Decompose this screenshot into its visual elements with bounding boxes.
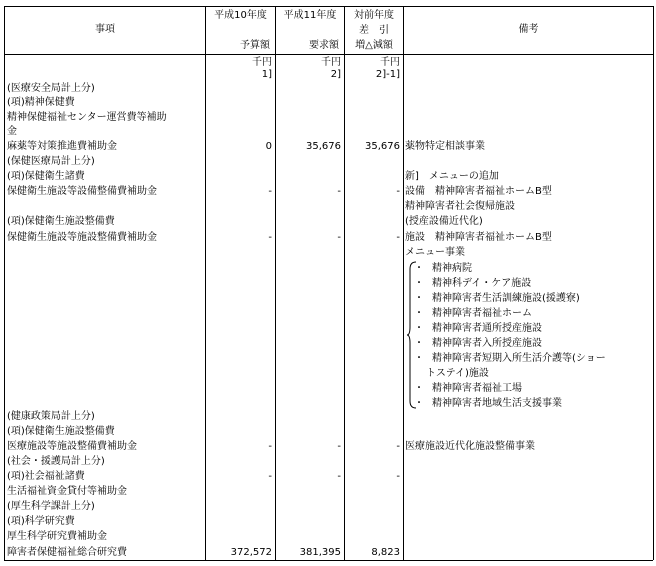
- remark-setsubi-2: 精神障害者社会復帰施設: [405, 201, 515, 212]
- menu-bullet-3: ・: [414, 308, 424, 319]
- unit-c3-yen: 千円: [380, 57, 400, 68]
- menu-item-tsusho-jusan: 精神障害者通所授産施設: [432, 323, 542, 334]
- value-setsubi-fy11: -: [337, 186, 341, 197]
- menu-bullet-7: ・: [414, 383, 424, 394]
- value-seikatsu-fy10: -: [268, 471, 272, 482]
- value-setsubi-diff: -: [396, 186, 400, 197]
- value-shogai-fy11: 381,395: [299, 547, 341, 558]
- header-fy11-year: 平成11年度: [283, 10, 337, 21]
- item-mayaku: 麻薬等対策推進費補助金: [7, 141, 117, 152]
- value-shisetsu-fy10: -: [268, 232, 272, 243]
- remark-mayaku: 薬物特定相談事業: [405, 141, 485, 152]
- item-shisetsu-hojo: 保健衛生施設等施設整備費補助金: [7, 232, 157, 243]
- unit-c1-yen: 千円: [252, 57, 272, 68]
- item-kosei-kagaku: (厚生科学課計上分): [7, 501, 95, 512]
- menu-item-short-stay: 精神障害者短期入所生活介護等(ショー: [432, 353, 606, 364]
- value-seikatsu-fy11: -: [337, 471, 341, 482]
- value-mayaku-diff: 35,676: [365, 141, 400, 152]
- value-shisetsu-fy11: -: [337, 232, 341, 243]
- value-seikatsu-diff: -: [396, 471, 400, 482]
- menu-bullet-6: ・: [414, 353, 424, 364]
- unit-c3-ref: 2]-1]: [375, 69, 400, 80]
- item-shisetsu-seibi: (項)保健衛生施設整備費: [7, 216, 115, 227]
- item-shogai-kenkyu: 障害者保健福祉総合研究費: [7, 547, 127, 558]
- item-shakai-engo: (社会・援護局計上分): [7, 456, 105, 467]
- value-iryo-fy10: -: [268, 441, 272, 452]
- menu-item-chiiki-shien: 精神障害者地域生活支援事業: [432, 398, 562, 409]
- item-eisei-shohi: (項)保健衛生諸費: [7, 171, 85, 182]
- menu-bullet-5: ・: [414, 338, 424, 349]
- item-center-hojo: 精神保健福祉センター運営費等補助: [7, 112, 167, 123]
- item-shakai-fukushi: (項)社会福祉諸費: [7, 471, 85, 482]
- unit-c1-ref: 1]: [261, 69, 272, 80]
- item-setsubi-hojo: 保健衛生施設等設備整備費補助金: [7, 186, 157, 197]
- menu-bullet-2: ・: [414, 293, 424, 304]
- col-border-0: [4, 6, 5, 560]
- value-shogai-fy10: 372,572: [230, 547, 272, 558]
- table-top-border: [4, 6, 653, 7]
- remark-shisetsu-1: 施設 精神障害者福祉ホームB型: [405, 232, 552, 243]
- item-center-hojo-cont: 金: [7, 126, 17, 137]
- remark-shisetsu-2: メニュー事業: [405, 247, 465, 258]
- menu-bullet-4: ・: [414, 323, 424, 334]
- value-iryo-diff: -: [396, 441, 400, 452]
- value-setsubi-fy10: -: [268, 186, 272, 197]
- menu-item-day-care: 精神科デイ・ケア施設: [432, 278, 532, 289]
- unit-c2-yen: 千円: [321, 57, 341, 68]
- value-shogai-diff: 8,823: [371, 547, 400, 558]
- item-kenkyu-hojo: 厚生科学研究費補助金: [7, 531, 107, 542]
- remark-setsubi-1: 設備 精神障害者福祉ホームB型: [405, 186, 552, 197]
- menu-bullet-8: ・: [414, 398, 424, 409]
- col-border-4: [403, 6, 404, 560]
- header-jikou: 事項: [95, 24, 115, 35]
- menu-item-short-stay-cont: トステイ)施設: [426, 368, 489, 379]
- remark-setsubi-new: 新] メニューの追加: [405, 171, 499, 182]
- item-kagaku-kenkyu: (項)科学研究費: [7, 516, 75, 527]
- unit-c2-ref: 2]: [330, 69, 341, 80]
- header-diff-line3: 増△減額: [355, 40, 393, 51]
- header-diff-line2: 差 引: [359, 25, 389, 36]
- value-iryo-fy11: -: [337, 441, 341, 452]
- menu-item-fukushi-kojo: 精神障害者福祉工場: [432, 383, 522, 394]
- header-bikou: 備考: [518, 24, 539, 35]
- header-fy10-year: 平成10年度: [214, 10, 267, 21]
- menu-item-seishin-byoin: 精神病院: [432, 263, 472, 274]
- menu-item-nyusho-jusan: 精神障害者入所授産施設: [432, 338, 542, 349]
- item-seikatsu-shikin: 生活福祉資金貸付等補助金: [7, 486, 127, 497]
- value-mayaku-fy10: 0: [265, 141, 272, 152]
- item-iryo-anzen: (医療安全局計上分): [7, 83, 95, 94]
- remark-setsubi-3: (授産設備近代化): [405, 216, 483, 227]
- col-border-5: [653, 6, 654, 560]
- header-diff-line1: 対前年度: [354, 10, 394, 21]
- item-hoken-iryo: (保健医療局計上分): [7, 156, 95, 167]
- header-fy11-label: 要求額: [309, 40, 339, 51]
- item-kenko-seisaku: (健康政策局計上分): [7, 411, 95, 422]
- menu-bullet-0: ・: [414, 263, 424, 274]
- item-iryo-shisetsu: 医療施設等施設整備費補助金: [7, 441, 137, 452]
- table-bottom-border: [4, 560, 653, 561]
- menu-item-fukushi-home: 精神障害者福祉ホーム: [432, 308, 532, 319]
- menu-bullet-1: ・: [414, 278, 424, 289]
- menu-item-engoryo: 精神障害者生活訓練施設(援護寮): [432, 293, 580, 304]
- value-shisetsu-diff: -: [396, 232, 400, 243]
- header-bottom-border: [4, 54, 653, 55]
- item-seishin-hokenhi: (項)精神保健費: [7, 97, 75, 108]
- value-mayaku-fy11: 35,676: [306, 141, 341, 152]
- item-shisetsu-seibi-2: (項)保健衛生施設整備費: [7, 426, 115, 437]
- header-fy10-label: 予算額: [240, 40, 270, 51]
- remark-iryo: 医療施設近代化施設整備事業: [405, 441, 535, 452]
